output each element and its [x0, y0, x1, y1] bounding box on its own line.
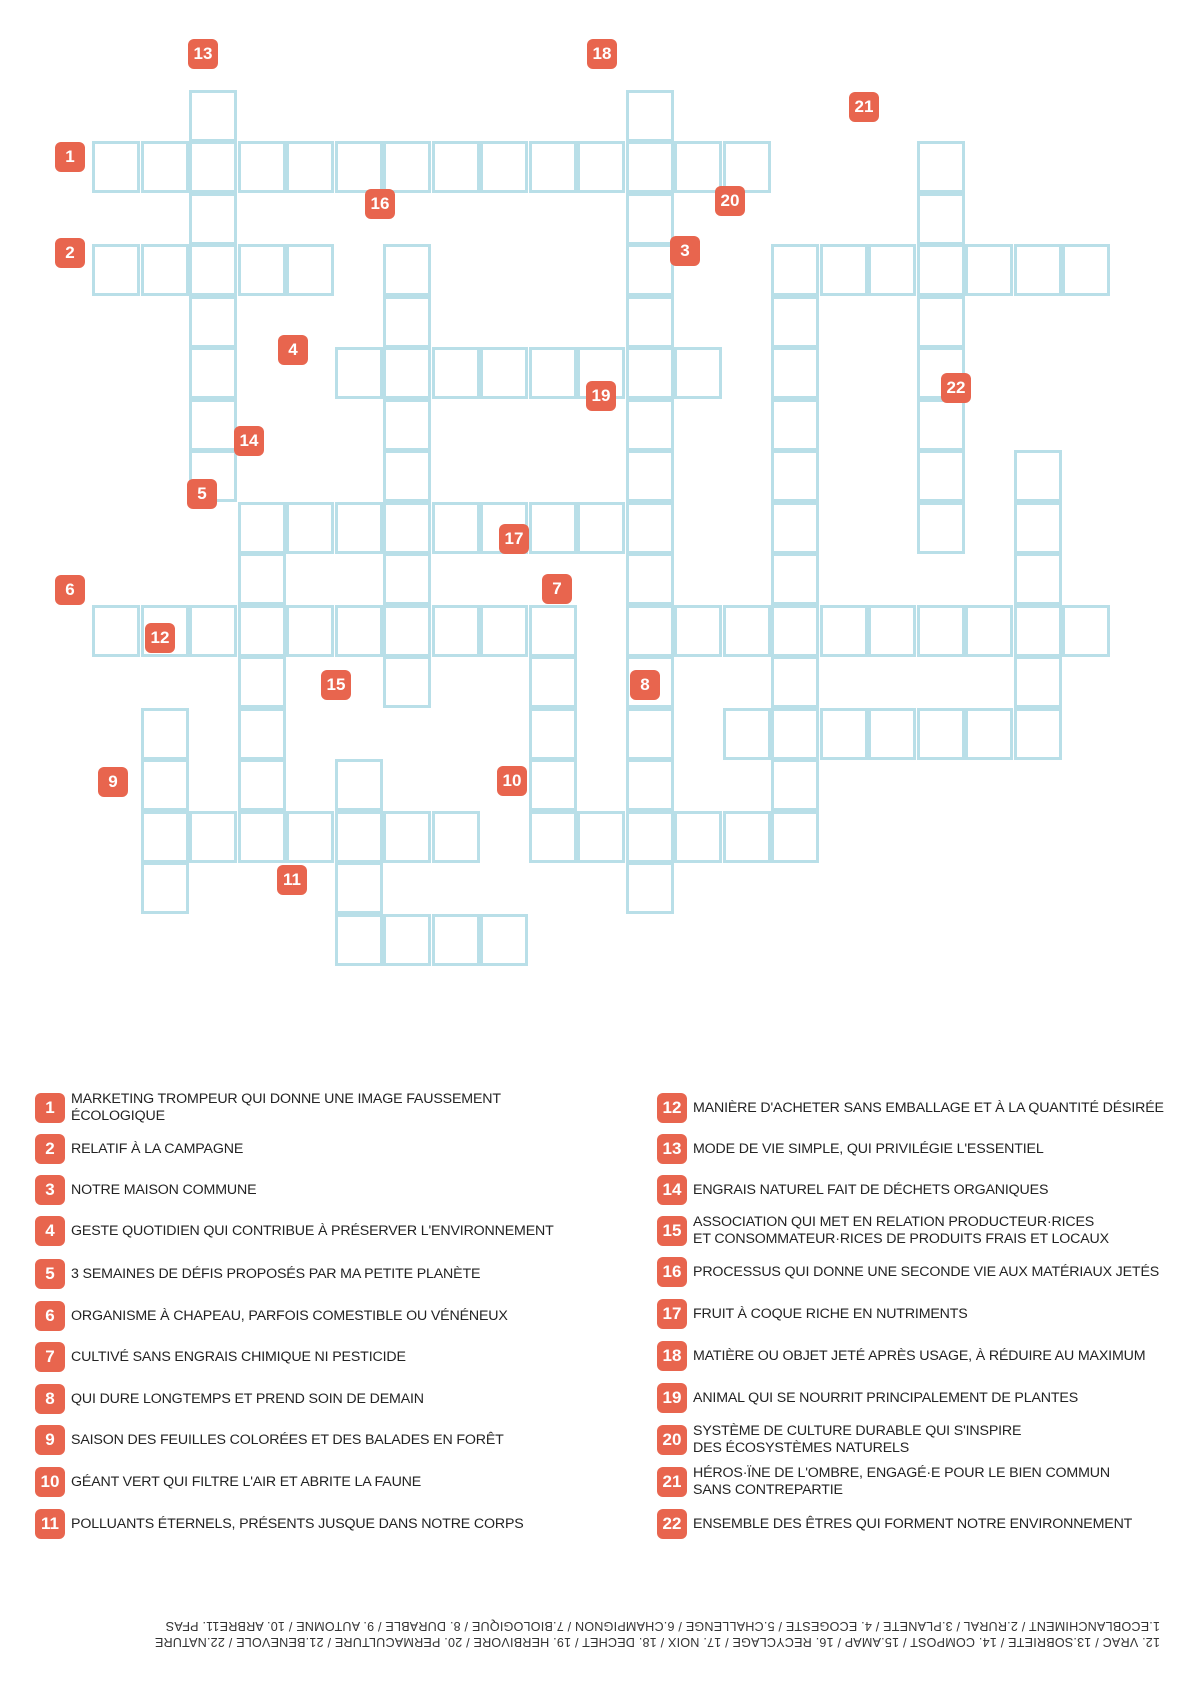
crossword-cell[interactable]	[529, 141, 577, 193]
crossword-cell[interactable]	[238, 811, 286, 863]
clue-item	[657, 1341, 1145, 1371]
clue-text: RELATIF À LA CAMPAGNE	[71, 1140, 244, 1157]
crossword-cell[interactable]	[141, 811, 189, 863]
clue-number-badge: 10	[35, 1467, 65, 1497]
crossword-cell[interactable]	[141, 708, 189, 760]
clue-text-line: SYSTÈME DE CULTURE DURABLE QUI S'INSPIRE	[693, 1423, 1022, 1439]
crossword-cell[interactable]	[917, 399, 965, 451]
clue-number-badge: 8	[630, 670, 660, 700]
crossword-cell[interactable]	[383, 811, 431, 863]
clue-number-badge: 1	[35, 1093, 65, 1123]
clue-text: ORGANISME À CHAPEAU, PARFOIS COMESTIBLE OU VÉNÉNEUX	[71, 1307, 508, 1324]
crossword-cell[interactable]	[189, 193, 237, 245]
crossword-cell[interactable]	[771, 450, 819, 502]
crossword-cell[interactable]	[480, 347, 528, 399]
clue-number-badge: 18	[657, 1341, 687, 1371]
clue-text: MODE DE VIE SIMPLE, QUI PRIVILÉGIE L'ESSENTIEL	[693, 1140, 1044, 1157]
crossword-cell[interactable]	[771, 502, 819, 554]
crossword-cell[interactable]	[1014, 450, 1062, 502]
crossword-cell[interactable]	[141, 244, 189, 296]
clue-text: CULTIVÉ SANS ENGRAIS CHIMIQUE NI PESTICIDE	[71, 1348, 406, 1365]
crossword-cell[interactable]	[771, 244, 819, 296]
clue-text-line: ASSOCIATION QUI MET EN RELATION PRODUCTEUR·RICES	[693, 1214, 1095, 1230]
clue-text	[693, 1423, 1021, 1457]
clue-text-line: SANS CONTREPARTIE	[693, 1482, 843, 1498]
crossword-cell[interactable]	[771, 605, 819, 657]
crossword-cell[interactable]	[626, 141, 674, 193]
crossword-cell[interactable]	[771, 708, 819, 760]
crossword-cell[interactable]	[965, 244, 1013, 296]
crossword-cell[interactable]	[674, 347, 722, 399]
crossword-cell[interactable]	[626, 450, 674, 502]
crossword-cell[interactable]	[335, 347, 383, 399]
clue-number-badge: 5	[187, 479, 217, 509]
crossword-cell[interactable]	[189, 244, 237, 296]
crossword-cell[interactable]	[1014, 708, 1062, 760]
clue-number-badge: 8	[35, 1384, 65, 1414]
crossword-cell[interactable]	[1014, 605, 1062, 657]
clue-number-badge: 7	[542, 574, 572, 604]
clue-item	[657, 1134, 1044, 1164]
crossword-cell[interactable]	[383, 141, 431, 193]
crossword-cell[interactable]	[626, 553, 674, 605]
crossword-cell[interactable]	[965, 708, 1013, 760]
crossword-cell[interactable]	[626, 862, 674, 914]
crossword-cell[interactable]	[1014, 553, 1062, 605]
clue-number-badge: 18	[587, 39, 617, 69]
clue-item	[657, 1175, 1048, 1205]
clue-item	[35, 1216, 554, 1246]
crossword-cell[interactable]	[238, 656, 286, 708]
crossword-cell[interactable]	[92, 605, 140, 657]
clue-number-badge: 17	[657, 1299, 687, 1329]
clue-number-badge: 1	[55, 142, 85, 172]
clue-text: SAISON DES FEUILLES COLORÉES ET DES BALADES EN FORÊT	[71, 1431, 504, 1448]
crossword-cell[interactable]	[189, 90, 237, 142]
crossword-cell[interactable]	[626, 193, 674, 245]
crossword-cell[interactable]	[189, 141, 237, 193]
clue-text: GÉANT VERT QUI FILTRE L'AIR ET ABRITE LA FAUNE	[71, 1473, 422, 1490]
crossword-cell[interactable]	[577, 502, 625, 554]
crossword-cell[interactable]	[820, 244, 868, 296]
clue-text: GESTE QUOTIDIEN QUI CONTRIBUE À PRÉSERVER L'ENVIRONNEMENT	[71, 1222, 554, 1239]
crossword-cell[interactable]	[286, 244, 334, 296]
clue-number-badge: 13	[657, 1134, 687, 1164]
crossword-cell[interactable]	[917, 605, 965, 657]
crossword-cell[interactable]	[771, 811, 819, 863]
clue-number-badge: 15	[657, 1216, 687, 1246]
crossword-cell[interactable]	[917, 141, 965, 193]
clue-number-badge: 20	[715, 186, 745, 216]
clue-item	[35, 1509, 524, 1539]
clue-number-badge: 12	[657, 1093, 687, 1123]
crossword-cell[interactable]	[286, 811, 334, 863]
clue-number-badge: 6	[55, 575, 85, 605]
crossword-cell[interactable]	[92, 141, 140, 193]
crossword-cell[interactable]	[335, 811, 383, 863]
clue-item	[35, 1259, 480, 1289]
crossword-cell[interactable]	[868, 708, 916, 760]
clue-number-badge: 15	[321, 670, 351, 700]
crossword-cell[interactable]	[626, 502, 674, 554]
clue-item	[657, 1214, 1109, 1248]
crossword-cell[interactable]	[480, 914, 528, 966]
clue-item	[657, 1093, 1164, 1123]
crossword-cell[interactable]	[529, 759, 577, 811]
crossword-cell[interactable]	[917, 244, 965, 296]
crossword-cell[interactable]	[383, 450, 431, 502]
clue-number-badge: 6	[35, 1301, 65, 1331]
clue-text: MANIÈRE D'ACHETER SANS EMBALLAGE ET À LA QUANTITÉ DÉSIRÉE	[693, 1099, 1164, 1116]
clue-text	[693, 1214, 1109, 1248]
clue-text: FRUIT À COQUE RICHE EN NUTRIMENTS	[693, 1305, 968, 1322]
clue-text-line: ET CONSOMMATEUR·RICES DE PRODUITS FRAIS ET LOCAUX	[693, 1231, 1109, 1247]
crossword-cell[interactable]	[189, 605, 237, 657]
answer-key-line: 12. VRAC / 13.SOBRIETE / 14. COMPOST / 15.AMAP / 16. RECYCLAGE / 17. NOIX / 18. DECHET / 19. HERBIVORE / 20. PERMACULTURE / 21.BENEVOLE / 22.NATURE	[154, 1635, 1160, 1649]
crossword-cell[interactable]	[1014, 244, 1062, 296]
crossword-cell[interactable]	[917, 502, 965, 554]
crossword-cell[interactable]	[189, 399, 237, 451]
crossword-cell[interactable]	[286, 502, 334, 554]
crossword-cell[interactable]	[480, 605, 528, 657]
crossword-cell[interactable]	[383, 502, 431, 554]
clue-number-badge: 21	[657, 1467, 687, 1497]
crossword-cell[interactable]	[771, 656, 819, 708]
crossword-cell[interactable]	[383, 656, 431, 708]
clue-text	[693, 1465, 1110, 1499]
crossword-cell[interactable]	[917, 450, 965, 502]
crossword-cell[interactable]	[820, 605, 868, 657]
crossword-cell[interactable]	[335, 502, 383, 554]
crossword-cell[interactable]	[432, 141, 480, 193]
crossword-cell[interactable]	[868, 244, 916, 296]
crossword-cell[interactable]	[529, 347, 577, 399]
clue-item	[657, 1257, 1159, 1287]
crossword-cell[interactable]	[577, 141, 625, 193]
crossword-cell[interactable]	[383, 244, 431, 296]
crossword-cell[interactable]	[432, 811, 480, 863]
clue-text: 3 SEMAINES DE DÉFIS PROPOSÉS PAR MA PETITE PLANÈTE	[71, 1265, 481, 1282]
clue-number-badge: 4	[35, 1216, 65, 1246]
crossword-cell[interactable]	[626, 244, 674, 296]
crossword-cell[interactable]	[238, 244, 286, 296]
clue-item	[35, 1384, 424, 1414]
crossword-cell[interactable]	[238, 759, 286, 811]
clue-text-line: HÉROS·ÏNE DE L'OMBRE, ENGAGÉ·E POUR LE BIEN COMMUN	[693, 1465, 1110, 1481]
crossword-cell[interactable]	[1014, 656, 1062, 708]
crossword-cell[interactable]	[626, 708, 674, 760]
crossword-cell[interactable]	[383, 399, 431, 451]
clue-item	[35, 1425, 504, 1455]
crossword-cell[interactable]	[771, 399, 819, 451]
crossword-cell[interactable]	[529, 605, 577, 657]
clue-item	[657, 1383, 1078, 1413]
crossword-cell[interactable]	[626, 759, 674, 811]
clue-number-badge: 3	[35, 1175, 65, 1205]
clue-item	[35, 1134, 243, 1164]
crossword-cell[interactable]	[674, 811, 722, 863]
crossword-cell[interactable]	[432, 347, 480, 399]
crossword-cell[interactable]	[189, 811, 237, 863]
crossword-cell[interactable]	[286, 141, 334, 193]
crossword-cell[interactable]	[383, 296, 431, 348]
crossword-cell[interactable]	[189, 296, 237, 348]
crossword-cell[interactable]	[820, 708, 868, 760]
clue-number-badge: 20	[657, 1425, 687, 1455]
crossword-cell[interactable]	[771, 759, 819, 811]
clue-number-badge: 2	[35, 1134, 65, 1164]
clue-item	[35, 1467, 421, 1497]
crossword-cell[interactable]	[965, 605, 1013, 657]
crossword-cell[interactable]	[1062, 244, 1110, 296]
crossword-cell[interactable]	[626, 811, 674, 863]
clue-number-badge: 4	[278, 335, 308, 365]
crossword-cell[interactable]	[383, 553, 431, 605]
clue-text: MARKETING TROMPEUR QUI DONNE UNE IMAGE FAUSSEMENT ÉCOLOGIQUE	[71, 1091, 501, 1124]
crossword-cell[interactable]	[626, 605, 674, 657]
crossword-cell[interactable]	[141, 862, 189, 914]
crossword-cell[interactable]	[335, 141, 383, 193]
crossword-cell[interactable]	[432, 914, 480, 966]
clue-number-badge: 11	[277, 865, 307, 895]
crossword-cell[interactable]	[1062, 605, 1110, 657]
clue-item	[657, 1299, 968, 1329]
answer-key	[100, 1618, 1160, 1650]
crossword-cell[interactable]	[383, 347, 431, 399]
crossword-cell[interactable]	[529, 708, 577, 760]
clue-number-badge: 9	[35, 1425, 65, 1455]
crossword-cell[interactable]	[238, 553, 286, 605]
clue-text: PROCESSUS QUI DONNE UNE SECONDE VIE AUX MATÉRIAUX JETÉS	[693, 1263, 1160, 1280]
crossword-cell[interactable]	[335, 759, 383, 811]
crossword-cell[interactable]	[529, 656, 577, 708]
clue-text-line: DES ÉCOSYSTÈMES NATURELS	[693, 1440, 910, 1456]
crossword-cell[interactable]	[723, 605, 771, 657]
crossword-cell[interactable]	[1014, 502, 1062, 554]
crossword-cell[interactable]	[626, 347, 674, 399]
crossword-cell[interactable]	[238, 141, 286, 193]
crossword-cell[interactable]	[286, 605, 334, 657]
clue-number-badge: 9	[98, 767, 128, 797]
crossword-cell[interactable]	[917, 296, 965, 348]
clue-number-badge: 22	[657, 1509, 687, 1539]
clue-number-badge: 19	[657, 1383, 687, 1413]
crossword-cell[interactable]	[529, 502, 577, 554]
crossword-cell[interactable]	[723, 708, 771, 760]
clue-number-badge: 14	[234, 426, 264, 456]
clue-number-badge: 13	[188, 39, 218, 69]
clue-number-badge: 7	[35, 1342, 65, 1372]
clue-text: MATIÈRE OU OBJET JETÉ APRÈS USAGE, À RÉDUIRE AU MAXIMUM	[693, 1347, 1146, 1364]
clue-number-badge: 22	[941, 373, 971, 403]
clue-text: ENGRAIS NATUREL FAIT DE DÉCHETS ORGANIQUES	[693, 1181, 1049, 1198]
clue-number-badge: 3	[670, 236, 700, 266]
answer-key-line: 1.ECOBLANCHIMENT / 2.RURAL / 3.PLANETE / 4. ECOGESTE / 5.CHALLENGE / 6.CHAMPIGNON / 7.BIOLOGIQUE / 8. DURABLE / 9. AUTOMNE / 10. ARBRE11. PFAS	[165, 1619, 1160, 1633]
clue-text: ANIMAL QUI SE NOURRIT PRINCIPALEMENT DE PLANTES	[693, 1389, 1079, 1406]
crossword-cell[interactable]	[771, 296, 819, 348]
crossword-cell[interactable]	[771, 347, 819, 399]
clue-item	[35, 1301, 508, 1331]
clue-text: QUI DURE LONGTEMPS ET PREND SOIN DE DEMAIN	[71, 1390, 424, 1407]
clue-text: ENSEMBLE DES ÊTRES QUI FORMENT NOTRE ENVIRONNEMENT	[693, 1515, 1133, 1532]
crossword-cell[interactable]	[674, 605, 722, 657]
crossword-cell[interactable]	[238, 502, 286, 554]
crossword-cell[interactable]	[771, 553, 819, 605]
clue-number-badge: 11	[35, 1509, 65, 1539]
crossword-cell[interactable]	[189, 347, 237, 399]
crossword-cell[interactable]	[92, 244, 140, 296]
clue-item	[657, 1465, 1110, 1499]
clue-number-badge: 5	[35, 1259, 65, 1289]
crossword-cell[interactable]	[335, 914, 383, 966]
crossword-cell[interactable]	[383, 605, 431, 657]
clue-number-badge: 10	[497, 766, 527, 796]
clue-item	[35, 1175, 256, 1205]
crossword-cell[interactable]	[432, 502, 480, 554]
crossword-cell[interactable]	[480, 141, 528, 193]
crossword-cell[interactable]	[383, 914, 431, 966]
crossword-cell[interactable]	[577, 811, 625, 863]
crossword-cell[interactable]	[917, 708, 965, 760]
clue-text: POLLUANTS ÉTERNELS, PRÉSENTS JUSQUE DANS NOTRE CORPS	[71, 1515, 524, 1532]
clue-number-badge: 16	[657, 1257, 687, 1287]
crossword-cell[interactable]	[626, 399, 674, 451]
crossword-cell[interactable]	[432, 605, 480, 657]
clue-number-badge: 12	[145, 623, 175, 653]
clue-number-badge: 21	[849, 92, 879, 122]
crossword-cell[interactable]	[674, 141, 722, 193]
clue-text: NOTRE MAISON COMMUNE	[71, 1181, 257, 1198]
clue-item	[35, 1342, 406, 1372]
clue-item	[657, 1509, 1132, 1539]
clue-item	[657, 1423, 1021, 1457]
crossword-cell[interactable]	[626, 296, 674, 348]
clue-item	[35, 1091, 595, 1125]
crossword-cell[interactable]	[141, 759, 189, 811]
crossword-cell[interactable]	[141, 141, 189, 193]
crossword-cell[interactable]	[238, 605, 286, 657]
crossword-cell[interactable]	[723, 811, 771, 863]
crossword-cell[interactable]	[917, 193, 965, 245]
crossword-cell[interactable]	[238, 708, 286, 760]
clue-number-badge: 19	[586, 381, 616, 411]
crossword-cell[interactable]	[335, 605, 383, 657]
crossword-cell[interactable]	[335, 862, 383, 914]
clue-number-badge: 16	[365, 189, 395, 219]
crossword-cell[interactable]	[626, 90, 674, 142]
crossword-cell[interactable]	[529, 811, 577, 863]
clue-number-badge: 17	[499, 524, 529, 554]
crossword-cell[interactable]	[868, 605, 916, 657]
clue-number-badge: 2	[55, 238, 85, 268]
clue-number-badge: 14	[657, 1175, 687, 1205]
